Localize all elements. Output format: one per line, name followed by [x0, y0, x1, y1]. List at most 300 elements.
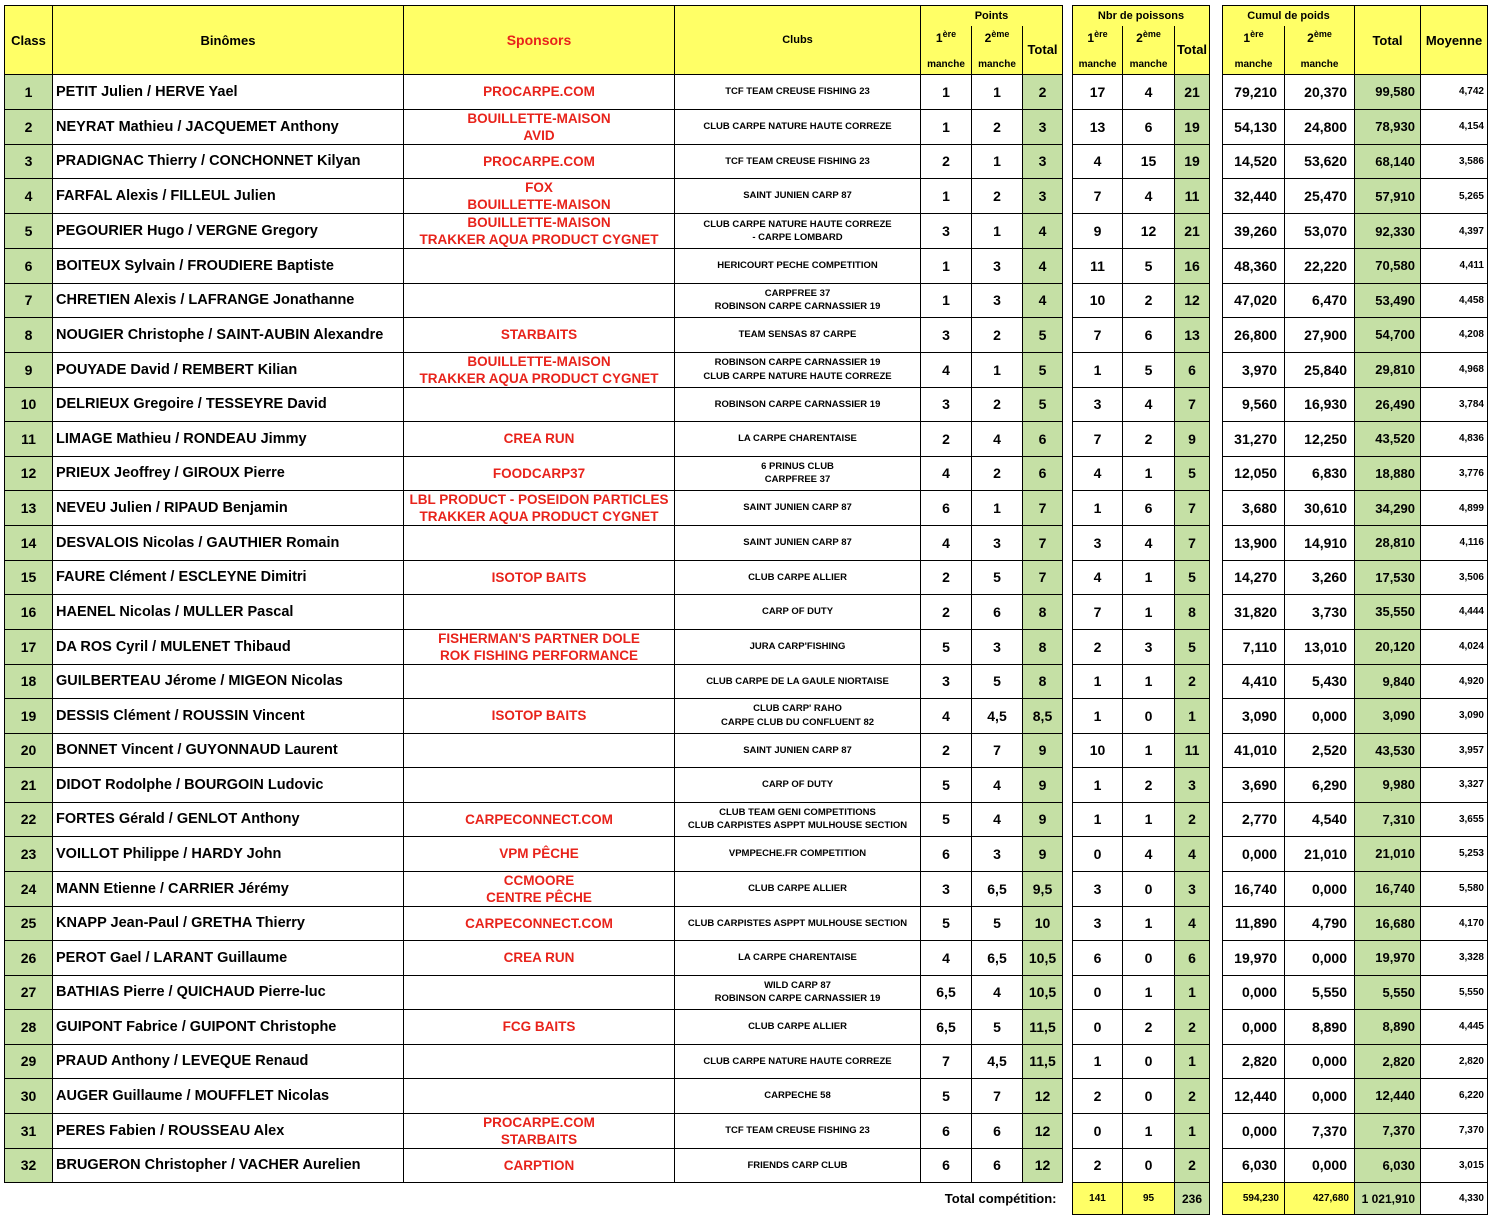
- moyenne-cell: 3,655: [1421, 802, 1488, 837]
- poids-m1-cell: 19,970: [1223, 941, 1285, 976]
- club-name: TCF TEAM CREUSE FISHING 23: [725, 86, 870, 97]
- binome-cell: PEGOURIER Hugo / VERGNE Gregory: [53, 214, 404, 249]
- poids-m1-cell: 48,360: [1223, 249, 1285, 284]
- rank-cell: 17: [5, 629, 53, 664]
- sponsors-cell: [404, 629, 675, 664]
- results-body: [5, 75, 1488, 1183]
- header-points: Points: [921, 6, 1063, 26]
- points-total-cell: 3: [1023, 179, 1063, 214]
- points-total-cell: 11,5: [1023, 1010, 1063, 1045]
- header-class: Class: [5, 6, 53, 75]
- sponsor-name: ROK FISHING PERFORMANCE: [439, 647, 638, 663]
- club-name: CLUB CARPE NATURE HAUTE CORREZE: [703, 218, 892, 230]
- sponsor-name: BOUILLETTE-MAISON: [467, 197, 611, 212]
- column-gap: [1063, 109, 1073, 144]
- moyenne-cell: 6,220: [1421, 1079, 1488, 1114]
- column-gap: [1210, 975, 1223, 1010]
- rank-cell: 27: [5, 975, 53, 1010]
- poissons-total-cell: 4: [1175, 837, 1210, 872]
- header-points-total: Total: [1023, 26, 1063, 75]
- points-m1-cell: 1: [921, 179, 972, 214]
- moyenne-cell: 4,116: [1421, 526, 1488, 561]
- binome-cell: BATHIAS Pierre / QUICHAUD Pierre-luc: [53, 975, 404, 1010]
- poids-m1-cell: 7,110: [1223, 629, 1285, 664]
- rank-cell: 6: [5, 249, 53, 284]
- club-name: CLUB CARPE ALLIER: [748, 882, 847, 894]
- points-total-cell: 2: [1023, 75, 1063, 110]
- poissons-total-cell: 1: [1175, 1044, 1210, 1079]
- poissons-m1-cell: 3: [1073, 526, 1123, 561]
- club-name: SAINT JUNIEN CARP 87: [743, 744, 852, 756]
- column-gap: [1210, 75, 1223, 110]
- column-gap: [1210, 526, 1223, 561]
- poissons-m2-cell: 4: [1123, 837, 1175, 872]
- column-gap: [1210, 733, 1223, 768]
- poissons-m1-cell: 6: [1073, 941, 1123, 976]
- sponsors-cell: [404, 664, 675, 699]
- points-total-cell: 3: [1023, 109, 1063, 144]
- points-total-cell: 8,5: [1023, 699, 1063, 734]
- poissons-m2-cell: 6: [1123, 109, 1175, 144]
- poids-m1-cell: 0,000: [1223, 975, 1285, 1010]
- clubs-cell: [675, 387, 921, 422]
- column-gap: [1210, 1010, 1223, 1045]
- header-clubs: Clubs: [675, 6, 921, 75]
- clubs-cell: [675, 629, 921, 664]
- binome-cell: DESVALOIS Nicolas / GAUTHIER Romain: [53, 526, 404, 561]
- column-gap: [1210, 941, 1223, 976]
- moyenne-cell: 3,327: [1421, 768, 1488, 803]
- column-gap: [1210, 906, 1223, 941]
- column-gap: [1063, 768, 1073, 803]
- sponsors-cell: [404, 768, 675, 803]
- column-gap: [1063, 595, 1073, 630]
- sponsors-cell: [404, 837, 675, 872]
- points-m1-cell: 2: [921, 422, 972, 457]
- binome-cell: FARFAL Alexis / FILLEUL Julien: [53, 179, 404, 214]
- poids-total-cell: 26,490: [1355, 387, 1421, 422]
- poids-m2-cell: 16,930: [1285, 387, 1355, 422]
- sponsors-cell: [404, 387, 675, 422]
- poids-total-cell: 70,580: [1355, 249, 1421, 284]
- points-m1-cell: 5: [921, 1079, 972, 1114]
- points-m1-cell: 1: [921, 109, 972, 144]
- points-m2-cell: 5: [972, 1010, 1023, 1045]
- poids-m1-cell: 47,020: [1223, 283, 1285, 318]
- poissons-m2-cell: 0: [1123, 1079, 1175, 1114]
- poissons-total-cell: 7: [1175, 491, 1210, 526]
- clubs-cell: [675, 871, 921, 906]
- column-gap: [1210, 560, 1223, 595]
- poids-m2-cell: 13,010: [1285, 629, 1355, 664]
- column-gap: [1210, 283, 1223, 318]
- points-m2-cell: 6,5: [972, 941, 1023, 976]
- poissons-total-cell: 3: [1175, 871, 1210, 906]
- sponsor-name: CARPECONNECT.COM: [465, 811, 613, 827]
- clubs-cell: [675, 733, 921, 768]
- club-name: ROBINSON CARPE CARNASSIER 19: [714, 398, 881, 410]
- clubs-cell: [675, 422, 921, 457]
- table-row: [5, 1148, 1488, 1183]
- rank-cell: 25: [5, 906, 53, 941]
- moyenne-cell: 3,506: [1421, 560, 1488, 595]
- poids-m2-cell: 0,000: [1285, 1044, 1355, 1079]
- poissons-m1-cell: 0: [1073, 1010, 1123, 1045]
- column-gap: [1063, 1079, 1073, 1114]
- points-total-cell: 8: [1023, 629, 1063, 664]
- table-row: [5, 352, 1488, 387]
- poids-m1-cell: 26,800: [1223, 318, 1285, 353]
- rank-cell: 1: [5, 75, 53, 110]
- poids-m1-cell: 0,000: [1223, 1010, 1285, 1045]
- table-row: [5, 871, 1488, 906]
- poissons-m1-cell: 9: [1073, 214, 1123, 249]
- poids-m1-cell: 32,440: [1223, 179, 1285, 214]
- rank-cell: 8: [5, 318, 53, 353]
- poissons-total-cell: 2: [1175, 664, 1210, 699]
- poissons-m2-cell: 1: [1123, 975, 1175, 1010]
- table-row: [5, 560, 1488, 595]
- poids-total-cell: 12,440: [1355, 1079, 1421, 1114]
- binome-cell: GUILBERTEAU Jérome / MIGEON Nicolas: [53, 664, 404, 699]
- moyenne-cell: 2,820: [1421, 1044, 1488, 1079]
- club-name: FRIENDS CARP CLUB: [747, 1159, 848, 1171]
- clubs-cell: [675, 526, 921, 561]
- points-m2-cell: 2: [972, 109, 1023, 144]
- column-gap: [1063, 283, 1073, 318]
- poissons-m1-cell: 7: [1073, 179, 1123, 214]
- clubs-cell: [675, 1044, 921, 1079]
- moyenne-cell: 4,397: [1421, 214, 1488, 249]
- poissons-m2-cell: 5: [1123, 352, 1175, 387]
- column-gap: [1063, 75, 1073, 110]
- poids-m1-cell: 6,030: [1223, 1148, 1285, 1183]
- poids-total-cell: 7,370: [1355, 1113, 1421, 1148]
- club-name: JURA CARP'FISHING: [749, 640, 846, 652]
- poissons-total-cell: 11: [1175, 179, 1210, 214]
- poissons-m1-cell: 3: [1073, 871, 1123, 906]
- points-m1-cell: 5: [921, 906, 972, 941]
- rank-cell: 12: [5, 456, 53, 491]
- poissons-m1-cell: 7: [1073, 318, 1123, 353]
- sponsors-cell: [404, 283, 675, 318]
- moyenne-cell: 3,015: [1421, 1148, 1488, 1183]
- binome-cell: PERES Fabien / ROUSSEAU Alex: [53, 1113, 404, 1148]
- club-name: WILD CARP 87: [764, 979, 831, 991]
- poids-m1-cell: 31,820: [1223, 595, 1285, 630]
- points-total-cell: 6: [1023, 422, 1063, 457]
- poids-total-cell: 9,980: [1355, 768, 1421, 803]
- poissons-total-cell: 2: [1175, 1079, 1210, 1114]
- sponsor-name: FOX: [525, 180, 553, 195]
- poids-m2-cell: 0,000: [1285, 871, 1355, 906]
- table-row: [5, 456, 1488, 491]
- club-name: SAINT JUNIEN CARP 87: [743, 502, 852, 514]
- sponsors-cell: [404, 1079, 675, 1114]
- poissons-m1-cell: 11: [1073, 249, 1123, 284]
- rank-cell: 2: [5, 109, 53, 144]
- poids-m1-cell: 12,440: [1223, 1079, 1285, 1114]
- moyenne-cell: 7,370: [1421, 1113, 1488, 1148]
- poissons-m1-cell: 1: [1073, 699, 1123, 734]
- sponsors-cell: [404, 595, 675, 630]
- table-row: [5, 1079, 1488, 1114]
- poissons-m1-cell: 0: [1073, 1113, 1123, 1148]
- poids-m1-cell: 39,260: [1223, 214, 1285, 249]
- binome-cell: DIDOT Rodolphe / BOURGOIN Ludovic: [53, 768, 404, 803]
- moyenne-cell: 3,784: [1421, 387, 1488, 422]
- points-total-cell: 7: [1023, 560, 1063, 595]
- binome-cell: MANN Etienne / CARRIER Jérémy: [53, 871, 404, 906]
- points-total-cell: 9: [1023, 768, 1063, 803]
- column-gap: [1063, 1148, 1073, 1183]
- header-cumul-poids: Cumul de poids: [1223, 6, 1355, 26]
- club-name: TCF TEAM CREUSE FISHING 23: [725, 1124, 870, 1136]
- clubs-cell: [675, 283, 921, 318]
- points-total-cell: 8: [1023, 664, 1063, 699]
- column-gap: [1210, 664, 1223, 699]
- points-m1-cell: 3: [921, 387, 972, 422]
- sponsor-name: TRAKKER AQUA PRODUCT CYGNET: [419, 509, 659, 524]
- points-m1-cell: 5: [921, 768, 972, 803]
- binome-cell: HAENEL Nicolas / MULLER Pascal: [53, 595, 404, 630]
- total-poissons-m2: 95: [1123, 1183, 1175, 1215]
- sponsors-cell: [404, 249, 675, 284]
- table-row: [5, 214, 1488, 249]
- sponsors-cell: [404, 318, 675, 353]
- club-name: CLUB CARPISTES ASPPT MULHOUSE SECTION: [687, 917, 908, 929]
- poissons-m2-cell: 1: [1123, 664, 1175, 699]
- total-poissons-m1: 141: [1073, 1183, 1123, 1215]
- sponsor-name: CENTRE PÊCHE: [486, 889, 592, 905]
- poissons-m2-cell: 0: [1123, 1148, 1175, 1183]
- poissons-total-cell: 8: [1175, 595, 1210, 630]
- sponsor-name: TRAKKER AQUA PRODUCT CYGNET: [419, 232, 659, 247]
- sponsor-name: CCMOORE: [503, 872, 575, 888]
- points-m2-cell: 1: [972, 144, 1023, 179]
- column-gap: [1210, 144, 1223, 179]
- table-row: [5, 109, 1488, 144]
- club-name: CLUB CARPE NATURE HAUTE CORREZE: [703, 370, 892, 382]
- rank-cell: 7: [5, 283, 53, 318]
- poissons-m1-cell: 1: [1073, 664, 1123, 699]
- column-gap: [1063, 629, 1073, 664]
- poids-total-cell: 16,740: [1355, 871, 1421, 906]
- binome-cell: PRIEUX Jeoffrey / GIROUX Pierre: [53, 456, 404, 491]
- clubs-cell: [675, 75, 921, 110]
- column-gap: [1210, 387, 1223, 422]
- points-m1-cell: 4: [921, 941, 972, 976]
- points-m2-cell: 3: [972, 526, 1023, 561]
- poids-m2-cell: 5,430: [1285, 664, 1355, 699]
- rank-cell: 23: [5, 837, 53, 872]
- poids-m2-cell: 6,830: [1285, 456, 1355, 491]
- poids-m1-cell: 14,520: [1223, 144, 1285, 179]
- points-m2-cell: 6: [972, 1148, 1023, 1183]
- rank-cell: 16: [5, 595, 53, 630]
- clubs-cell: [675, 1010, 921, 1045]
- points-m1-cell: 4: [921, 699, 972, 734]
- club-name: SAINT JUNIEN CARP 87: [743, 190, 852, 202]
- table-row: [5, 387, 1488, 422]
- sponsor-name: FOODCARP37: [492, 465, 586, 481]
- poids-total-cell: 53,490: [1355, 283, 1421, 318]
- clubs-cell: [675, 906, 921, 941]
- rank-cell: 4: [5, 179, 53, 214]
- sponsors-cell: [404, 456, 675, 491]
- column-gap: [1063, 1183, 1073, 1215]
- column-gap: [1210, 491, 1223, 526]
- poids-m2-cell: 3,260: [1285, 560, 1355, 595]
- poissons-m1-cell: 1: [1073, 768, 1123, 803]
- points-total-cell: 9: [1023, 837, 1063, 872]
- moyenne-cell: 4,742: [1421, 75, 1488, 110]
- clubs-cell: [675, 1148, 921, 1183]
- poissons-m1-cell: 4: [1073, 560, 1123, 595]
- rank-cell: 13: [5, 491, 53, 526]
- poids-total-cell: 2,820: [1355, 1044, 1421, 1079]
- poids-total-cell: 5,550: [1355, 975, 1421, 1010]
- sponsors-cell: [404, 352, 675, 387]
- poissons-total-cell: 1: [1175, 975, 1210, 1010]
- poids-total-cell: 19,970: [1355, 941, 1421, 976]
- poissons-m1-cell: 13: [1073, 109, 1123, 144]
- points-m1-cell: 1: [921, 283, 972, 318]
- header-points-m2: 2ème manche: [972, 26, 1023, 75]
- column-gap: [1063, 1044, 1073, 1079]
- points-total-cell: 10,5: [1023, 975, 1063, 1010]
- clubs-cell: [675, 179, 921, 214]
- column-gap: [1210, 699, 1223, 734]
- points-m2-cell: 5: [972, 664, 1023, 699]
- clubs-cell: [675, 664, 921, 699]
- poids-m1-cell: 31,270: [1223, 422, 1285, 457]
- points-m1-cell: 2: [921, 595, 972, 630]
- club-name: CARP OF DUTY: [761, 779, 834, 790]
- sponsors-cell: [404, 214, 675, 249]
- poids-total-cell: 17,530: [1355, 560, 1421, 595]
- sponsors-cell: [404, 491, 675, 526]
- rank-cell: 14: [5, 526, 53, 561]
- column-gap: [1063, 560, 1073, 595]
- poids-m2-cell: 4,540: [1285, 802, 1355, 837]
- points-total-cell: 6: [1023, 456, 1063, 491]
- column-gap: [1063, 802, 1073, 837]
- poids-m1-cell: 16,740: [1223, 871, 1285, 906]
- rank-cell: 29: [5, 1044, 53, 1079]
- rank-cell: 22: [5, 802, 53, 837]
- table-row: [5, 595, 1488, 630]
- total-competition-label: Total compétition:: [944, 1191, 1057, 1207]
- column-gap: [1210, 1148, 1223, 1183]
- sponsor-name: STARBAITS: [500, 327, 578, 343]
- points-m1-cell: 1: [921, 249, 972, 284]
- poids-m2-cell: 0,000: [1285, 941, 1355, 976]
- points-total-cell: 5: [1023, 387, 1063, 422]
- table-row: [5, 1010, 1488, 1045]
- header-sponsors: Sponsors: [404, 6, 675, 75]
- poissons-total-cell: 4: [1175, 906, 1210, 941]
- sponsors-cell: [404, 144, 675, 179]
- poissons-m1-cell: 3: [1073, 906, 1123, 941]
- sponsors-cell: [404, 906, 675, 941]
- moyenne-cell: 5,550: [1421, 975, 1488, 1010]
- poids-m2-cell: 4,790: [1285, 906, 1355, 941]
- poids-m2-cell: 53,070: [1285, 214, 1355, 249]
- rank-cell: 31: [5, 1113, 53, 1148]
- poissons-m2-cell: 15: [1123, 144, 1175, 179]
- moyenne-cell: 3,957: [1421, 733, 1488, 768]
- poissons-m2-cell: 1: [1123, 906, 1175, 941]
- header-poissons-m2: 2ème manche: [1123, 26, 1175, 75]
- poissons-m1-cell: 10: [1073, 283, 1123, 318]
- column-gap: [1210, 1079, 1223, 1114]
- points-total-cell: 11,5: [1023, 1044, 1063, 1079]
- binome-cell: FORTES Gérald / GENLOT Anthony: [53, 802, 404, 837]
- poids-m2-cell: 2,520: [1285, 733, 1355, 768]
- column-gap: [1210, 352, 1223, 387]
- moyenne-cell: 4,170: [1421, 906, 1488, 941]
- column-gap: [1063, 179, 1073, 214]
- poids-total-cell: 20,120: [1355, 629, 1421, 664]
- club-name: CARPFREE 37: [764, 474, 831, 486]
- header-poissons-m1: 1ère manche: [1073, 26, 1123, 75]
- points-m2-cell: 1: [972, 491, 1023, 526]
- column-gap: [1210, 422, 1223, 457]
- poissons-total-cell: 5: [1175, 456, 1210, 491]
- poids-total-cell: 6,030: [1355, 1148, 1421, 1183]
- poids-m1-cell: 0,000: [1223, 1113, 1285, 1148]
- poids-m2-cell: 14,910: [1285, 526, 1355, 561]
- clubs-cell: [675, 768, 921, 803]
- poissons-total-cell: 9: [1175, 422, 1210, 457]
- sponsors-cell: [404, 1148, 675, 1183]
- points-m2-cell: 1: [972, 352, 1023, 387]
- points-total-cell: 5: [1023, 318, 1063, 353]
- poids-total-cell: 43,520: [1355, 422, 1421, 457]
- points-m2-cell: 1: [972, 75, 1023, 110]
- points-m1-cell: 3: [921, 664, 972, 699]
- column-gap: [1210, 1044, 1223, 1079]
- column-gap: [1210, 249, 1223, 284]
- poids-total-cell: 21,010: [1355, 837, 1421, 872]
- poissons-total-cell: 21: [1175, 75, 1210, 110]
- sponsor-name: FISHERMAN'S PARTNER DOLE: [438, 630, 640, 646]
- column-gap: [1210, 6, 1223, 75]
- binome-cell: VOILLOT Philippe / HARDY John: [53, 837, 404, 872]
- points-m2-cell: 4: [972, 422, 1023, 457]
- results-table: [4, 5, 1488, 1215]
- moyenne-cell: 4,458: [1421, 283, 1488, 318]
- column-gap: [1063, 975, 1073, 1010]
- moyenne-cell: 4,411: [1421, 249, 1488, 284]
- table-row: [5, 526, 1488, 561]
- moyenne-cell: 4,920: [1421, 664, 1488, 699]
- points-total-cell: 9,5: [1023, 871, 1063, 906]
- column-gap: [1210, 871, 1223, 906]
- table-row: [5, 699, 1488, 734]
- poissons-m1-cell: 0: [1073, 975, 1123, 1010]
- points-m2-cell: 6: [972, 595, 1023, 630]
- poissons-m1-cell: 1: [1073, 352, 1123, 387]
- poissons-m2-cell: 4: [1123, 75, 1175, 110]
- poissons-m1-cell: 2: [1073, 1148, 1123, 1183]
- table-row: [5, 318, 1488, 353]
- poissons-total-cell: 1: [1175, 699, 1210, 734]
- points-m2-cell: 3: [972, 629, 1023, 664]
- moyenne-cell: 4,024: [1421, 629, 1488, 664]
- poids-m1-cell: 13,900: [1223, 526, 1285, 561]
